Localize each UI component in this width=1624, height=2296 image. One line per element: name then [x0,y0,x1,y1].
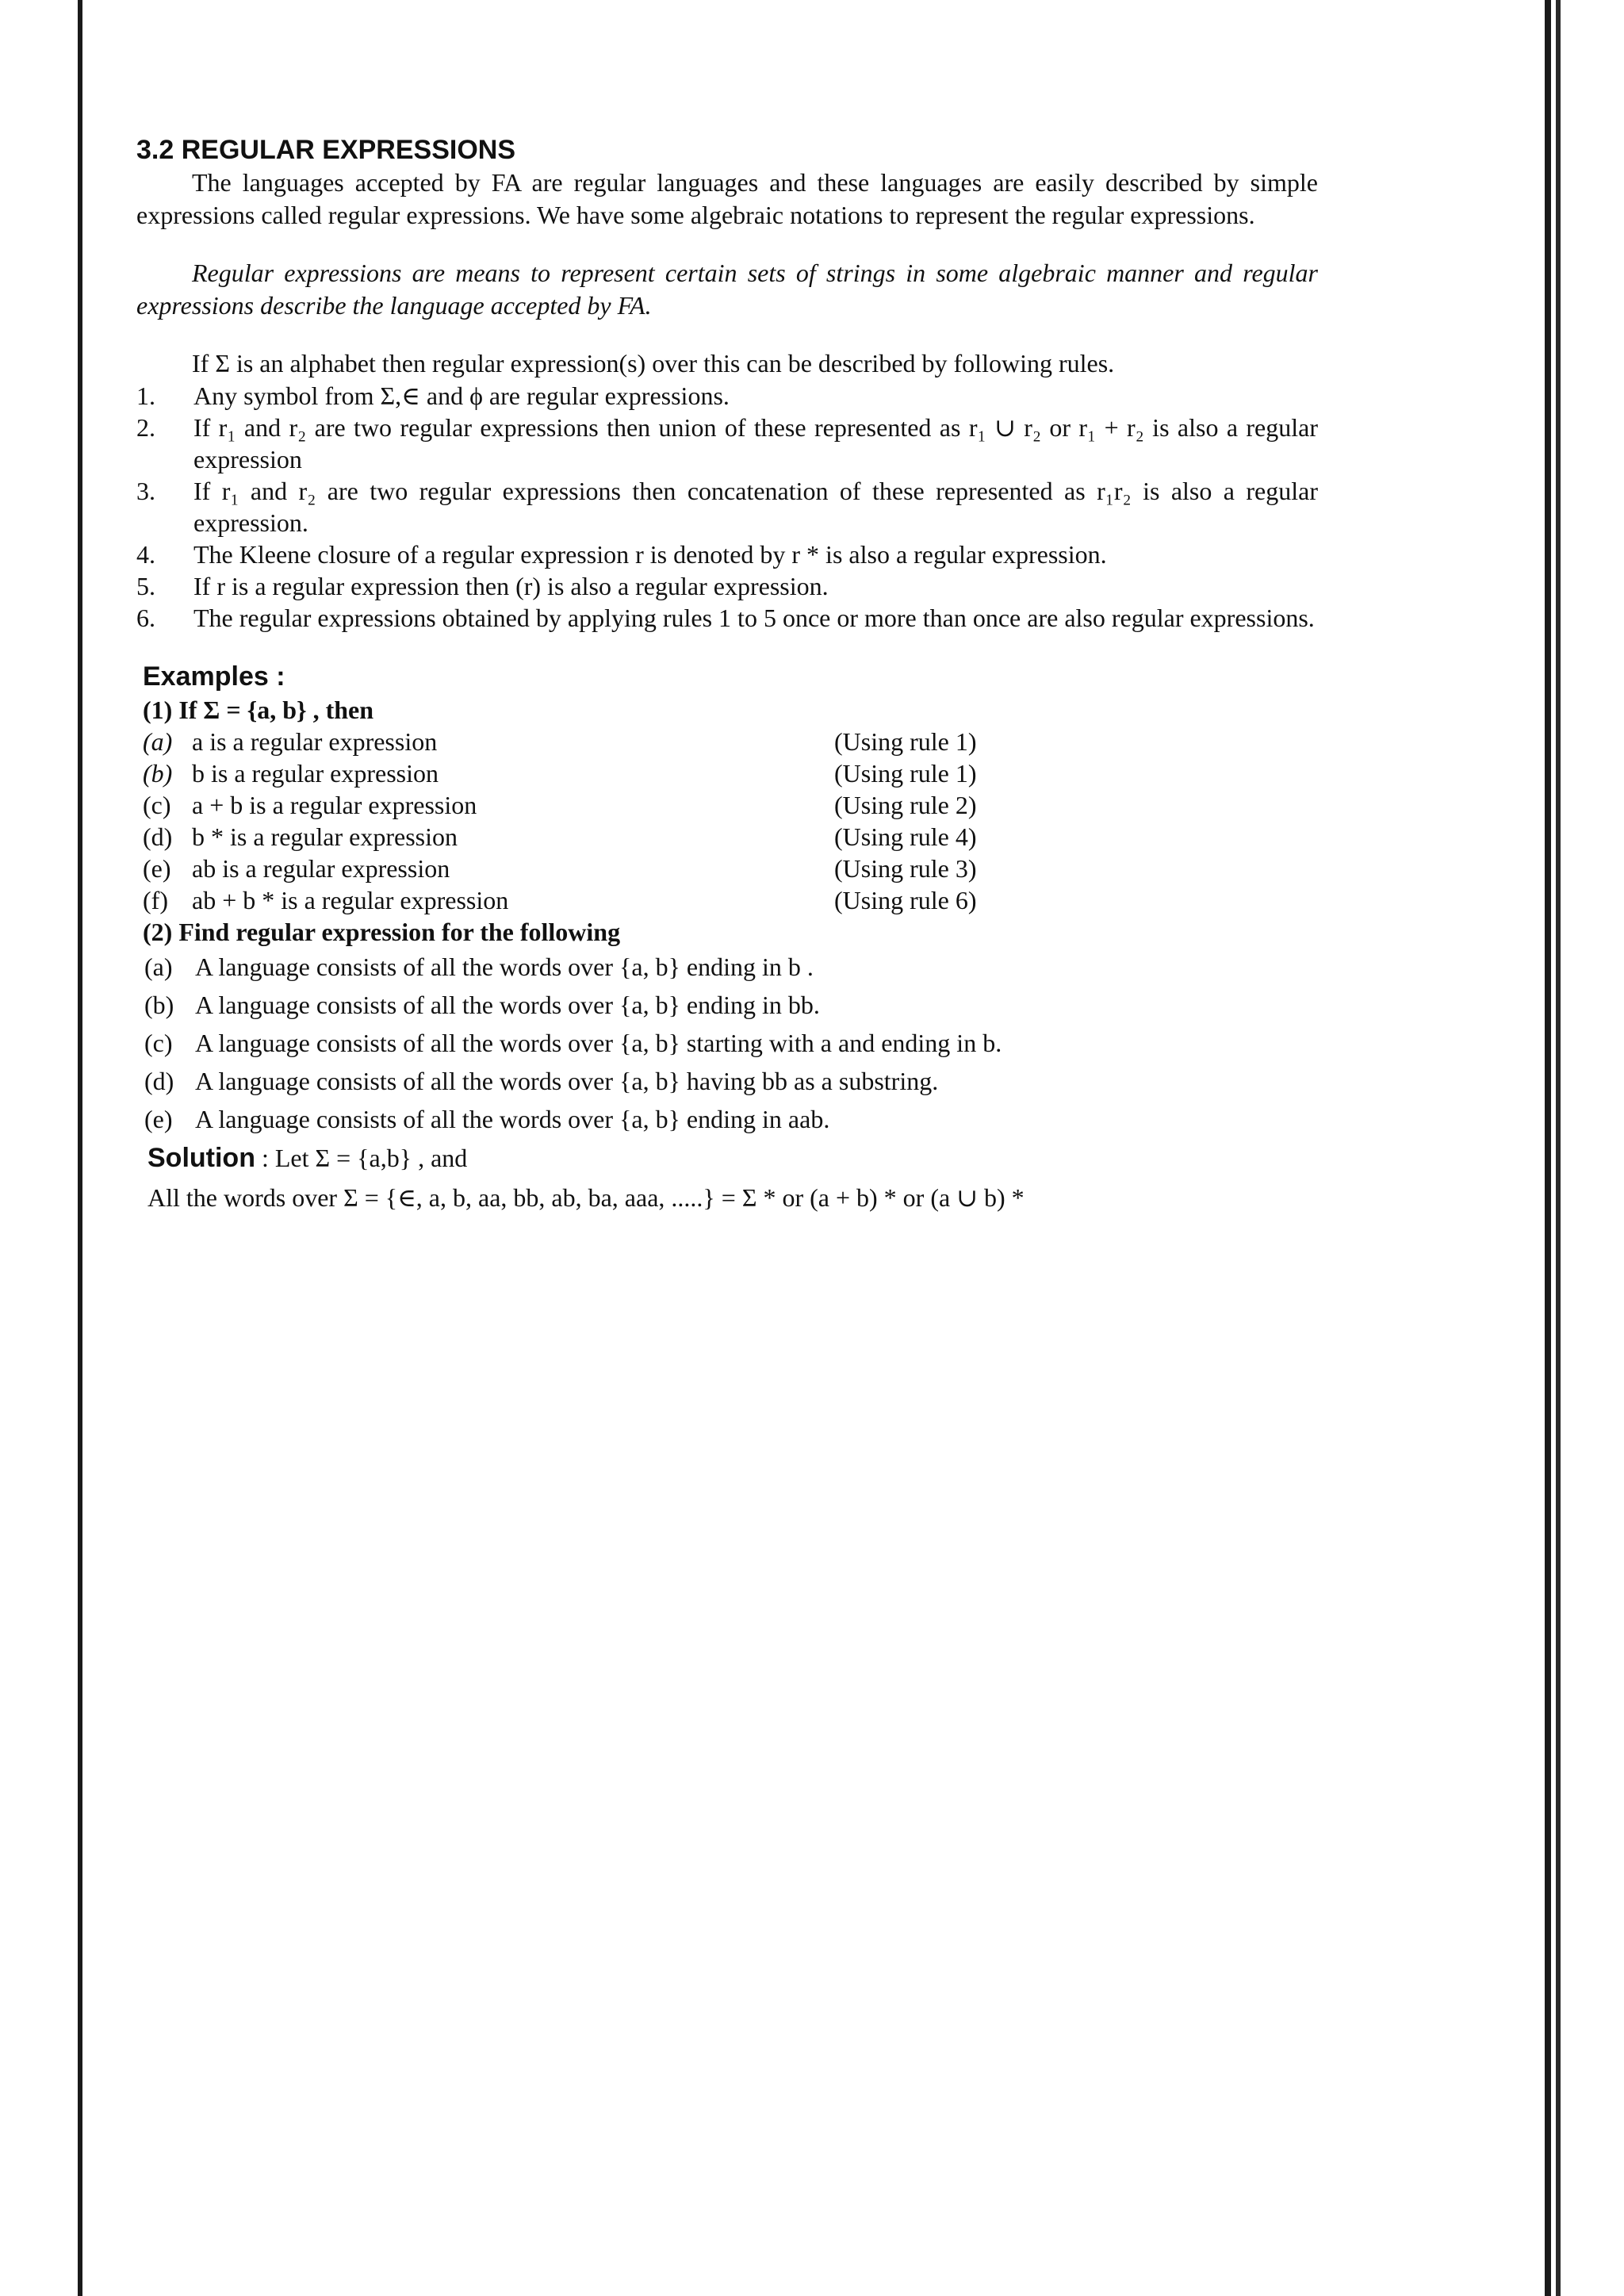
example-2-line: (2) Find regular expression for the following [143,918,621,946]
solution-line-1 [147,1138,1318,1178]
example-item: (f) ab + b * is a regular expression (Using rule 6) [143,886,977,914]
rule-item: 2. If r₁ and r₂ are two regular expressions then union of these represented as r₁ ∪ r₂ or r₁ + r₂ is also a regular expression [136,413,1318,473]
language-item: (d) A language consists of all the words over {a, b} having bb as a substring. [144,1067,939,1095]
examples-heading: Examples : [143,661,285,692]
language-item: (e) A language consists of all the words over {a, b} ending in aab. [144,1105,830,1133]
definition-paragraph: Regular expressions are means to represent certain sets of strings in some algebraic manner and regular expressions describe the language accepted by FA. [136,259,1318,320]
rule-item: 4. The Kleene closure of a regular expression r is denoted by r * is also a regular expression. [136,540,1107,569]
language-item: (b) A language consists of all the words over {a, b} ending in bb. [144,991,820,1019]
language-item: (a) A language consists of all the words over {a, b} ending in b . [144,953,814,981]
page-right-border [1545,0,1551,2296]
rule-item: 3. If r₁ and r₂ are two regular expressions then concatenation of these represented as r₁r₂ is also a regular expression. [136,477,1318,537]
rule-item: 6. The regular expressions obtained by applying rules 1 to 5 once or more than once are also regular expressions. [136,604,1315,632]
example-item: (b) b is a regular expression (Using rule 1) [143,759,977,788]
intro-paragraph: The languages accepted by FA are regular languages and these languages are easily described by simple expressions called regular expressions. We have some algebraic notations to represent the regular expressions. [136,168,1318,229]
solution-first-text: : Let Σ = {a,b} , and [261,1144,468,1172]
example-item: (c) a + b is a regular expression (Using rule 2) [143,791,977,819]
example-item: (d) b * is a regular expression (Using rule 4) [143,822,977,851]
example-item: (e) ab is a regular expression (Using rule 3) [143,854,977,883]
language-item: (c) A language consists of all the words over {a, b} starting with a and ending in b. [144,1029,1002,1057]
rules-intro: If Σ is an alphabet then regular expression(s) over this can be described by following rules. [192,349,1115,378]
rule-item: 5. If r is a regular expression then (r) is also a regular expression. [136,572,829,600]
rule-item: 1. Any symbol from Σ,∈ and ϕ are regular expressions. [136,381,730,410]
rules-list [136,380,1318,634]
page-left-border [78,0,82,2296]
example-1-line: (1) If Σ = {a, b} , then [143,696,374,724]
page-content [136,133,1318,1217]
example-item: (a) a is a regular expression (Using rule 1) [143,727,977,756]
examples-list [136,726,1318,916]
section-title: 3.2 REGULAR EXPRESSIONS [136,135,516,165]
solution-label: Solution [147,1143,255,1173]
languages-list [136,948,1318,1138]
solution-line-2: All the words over Σ = {∈, a, b, aa, bb, ab, ba, aaa, .....} = Σ * or (a + b) * or (a ∪ b) * [147,1183,1025,1212]
page-right-border-outer [1556,0,1561,2296]
